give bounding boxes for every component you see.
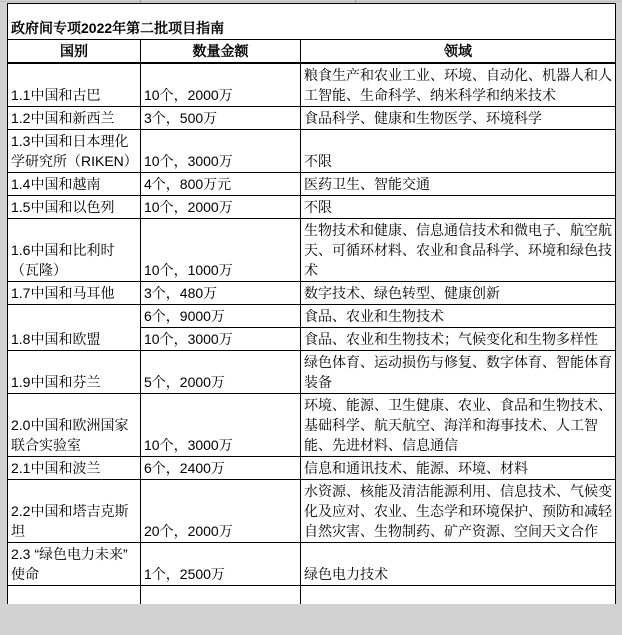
cell-field: 绿色体育、运动损伤与修复、数字体育、智能体育装备 (301, 351, 616, 394)
title-row (8, 4, 616, 40)
cell-field: 不限 (301, 196, 616, 219)
table-row (8, 219, 616, 282)
cell-country: 1.4中国和越南 (8, 173, 141, 196)
cell-field: 环境、能源、卫生健康、农业、食品和生物技术、基础科学、航天航空、海洋和海事技术、人工智能、先进材料、信息通信 (301, 394, 616, 457)
column-header-field: 领域 (301, 40, 616, 64)
cell-field: 食品、农业和生物技术 (301, 305, 616, 328)
cell-amount: 3个，500万 (141, 107, 301, 130)
cell-country: 2.1中国和波兰 (8, 457, 141, 480)
cell-amount: 3个，480万 (141, 282, 301, 305)
cell-field: 不限 (301, 130, 616, 173)
cell-amount: 10个，3000万 (141, 130, 301, 173)
cell-country: 1.8中国和欧盟 (8, 305, 141, 351)
cell-country: 1.3中国和日本理化学研究所（RIKEN） (8, 130, 141, 173)
column-header-amount: 数量金额 (141, 40, 301, 64)
cell-country: 1.9中国和芬兰 (8, 351, 141, 394)
clipped-cell (141, 586, 301, 605)
cell-country: 2.3 “绿色电力未来” 使命 (8, 543, 141, 586)
projects-table (7, 3, 616, 604)
cell-amount: 1个，2500万 (141, 543, 301, 586)
cell-field: 医药卫生、智能交通 (301, 173, 616, 196)
cell-country: 1.1中国和古巴 (8, 63, 141, 107)
cell-amount: 4个，800万元 (141, 173, 301, 196)
table-row (8, 282, 616, 305)
clipped-cell (301, 586, 616, 605)
clipped-cell (8, 586, 141, 605)
table-row (8, 480, 616, 543)
cell-field: 绿色电力技术 (301, 543, 616, 586)
header-row (8, 40, 616, 64)
cell-field: 信息和通讯技术、能源、环境、材料 (301, 457, 616, 480)
cell-amount: 5个，2000万 (141, 351, 301, 394)
cell-field: 数字技术、绿色转型、健康创新 (301, 282, 616, 305)
cell-field: 食品、农业和生物技术；气候变化和生物多样性 (301, 328, 616, 351)
cell-amount: 6个，9000万 (141, 305, 301, 328)
cell-amount: 10个，3000万 (141, 328, 301, 351)
table-row (8, 107, 616, 130)
cell-country: 1.5中国和以色列 (8, 196, 141, 219)
cell-field: 水资源、核能及清洁能源利用、信息技术、气候变化及应对、农业、生态学和环境保护、预防和减轻自然灾害、生物制药、矿产资源、空间天文合作 (301, 480, 616, 543)
cell-country: 1.6中国和比利时（瓦隆） (8, 219, 141, 282)
cell-field: 粮食生产和农业工业、环境、自动化、机器人和人工智能、生命科学、纳米科学和纳米技术 (301, 63, 616, 107)
cell-country: 2.0中国和欧洲国家联合实验室 (8, 394, 141, 457)
cell-amount: 6个，2400万 (141, 457, 301, 480)
cell-field: 生物技术和健康、信息通信技术和微电子、航空航天、可循环材料、农业和食品科学、环境和绿色技术 (301, 219, 616, 282)
table-row (8, 63, 616, 107)
cell-amount: 10个，2000万 (141, 63, 301, 107)
table-row (8, 394, 616, 457)
table-row (8, 305, 616, 328)
cell-country: 1.2中国和新西兰 (8, 107, 141, 130)
table-row (8, 130, 616, 173)
cell-amount: 20个，2000万 (141, 480, 301, 543)
cell-field: 食品科学、健康和生物医学、环境科学 (301, 107, 616, 130)
cell-amount: 10个，1000万 (141, 219, 301, 282)
table-row (8, 196, 616, 219)
clipped-row-remnant-line (0, 1, 622, 2)
table-body (8, 63, 616, 586)
table-row (8, 457, 616, 480)
table-row (8, 543, 616, 586)
document-sheet (7, 3, 615, 604)
table-row (8, 173, 616, 196)
column-header-country: 国别 (8, 40, 141, 64)
page-title: 政府间专项2022年第二批项目指南 (8, 4, 616, 40)
cell-amount: 10个，2000万 (141, 196, 301, 219)
cell-country: 2.2中国和塔吉克斯坦 (8, 480, 141, 543)
cell-amount: 10个，3000万 (141, 394, 301, 457)
clipped-bottom-row (8, 586, 616, 605)
cell-country: 1.7中国和马耳他 (8, 282, 141, 305)
table-row (8, 351, 616, 394)
